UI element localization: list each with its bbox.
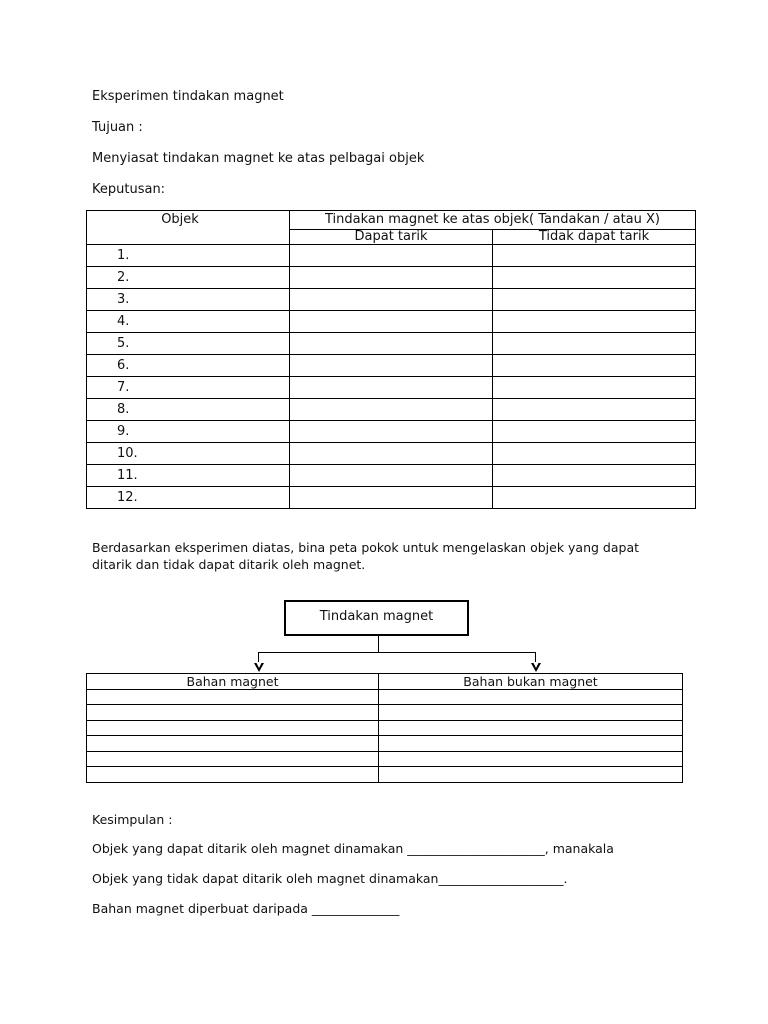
- cell-dapat-tarik[interactable]: [290, 311, 493, 333]
- table-row: [87, 289, 696, 311]
- conclusion-line-3: Bahan magnet diperbuat daripada ______________: [92, 901, 400, 916]
- cell-tidak-dapat-tarik[interactable]: [493, 289, 696, 311]
- cell-bahan-bukan-magnet[interactable]: [379, 736, 683, 752]
- cell-dapat-tarik[interactable]: [290, 399, 493, 421]
- tree-connector-vertical: [378, 636, 379, 652]
- row-number: 9.: [87, 421, 290, 443]
- header-dapat-tarik: Dapat tarik: [290, 230, 493, 245]
- cell-bahan-magnet[interactable]: [87, 767, 379, 783]
- cell-dapat-tarik[interactable]: [290, 377, 493, 399]
- table-row: [87, 443, 696, 465]
- row-number: 10.: [87, 443, 290, 465]
- cell-bahan-bukan-magnet[interactable]: [379, 751, 683, 767]
- cell-dapat-tarik[interactable]: [290, 487, 493, 509]
- tree-map-table: [86, 673, 683, 783]
- cell-tidak-dapat-tarik[interactable]: [493, 443, 696, 465]
- cell-tidak-dapat-tarik[interactable]: [493, 311, 696, 333]
- cell-bahan-magnet[interactable]: [87, 736, 379, 752]
- cell-tidak-dapat-tarik[interactable]: [493, 245, 696, 267]
- tree-map-root: Tindakan magnet: [284, 600, 469, 636]
- table-row: [87, 267, 696, 289]
- cell-bahan-bukan-magnet[interactable]: [379, 767, 683, 783]
- cell-dapat-tarik[interactable]: [290, 465, 493, 487]
- cell-bahan-magnet[interactable]: [87, 751, 379, 767]
- cell-dapat-tarik[interactable]: [290, 333, 493, 355]
- row-number: 1.: [87, 245, 290, 267]
- tree-connector-horizontal: [258, 652, 536, 653]
- row-number: 4.: [87, 311, 290, 333]
- cell-tidak-dapat-tarik[interactable]: [493, 465, 696, 487]
- table-row: [87, 705, 683, 721]
- tujuan-label: Tujuan :: [92, 120, 143, 135]
- cell-tidak-dapat-tarik[interactable]: [493, 377, 696, 399]
- arrow-down-icon: [531, 663, 541, 672]
- cell-dapat-tarik[interactable]: [290, 245, 493, 267]
- cell-tidak-dapat-tarik[interactable]: [493, 487, 696, 509]
- row-number: 12.: [87, 487, 290, 509]
- cell-dapat-tarik[interactable]: [290, 267, 493, 289]
- table-row: [87, 377, 696, 399]
- cell-tidak-dapat-tarik[interactable]: [493, 333, 696, 355]
- cell-bahan-bukan-magnet[interactable]: [379, 689, 683, 705]
- document-title: Eksperimen tindakan magnet: [92, 89, 284, 104]
- table-row: [87, 751, 683, 767]
- table-row: [87, 487, 696, 509]
- cell-bahan-magnet[interactable]: [87, 689, 379, 705]
- row-number: 2.: [87, 267, 290, 289]
- table-row: [87, 421, 696, 443]
- cell-tidak-dapat-tarik[interactable]: [493, 355, 696, 377]
- keputusan-label: Keputusan:: [92, 182, 166, 197]
- tujuan-text: Menyiasat tindakan magnet ke atas pelbagai objek: [92, 151, 425, 166]
- conclusion-line-1: Objek yang dapat ditarik oleh magnet dinamakan ______________________, manakala: [92, 841, 614, 856]
- kesimpulan-label: Kesimpulan :: [92, 812, 173, 827]
- header-tindakan: Tindakan magnet ke atas objek( Tandakan / atau X): [290, 211, 696, 230]
- row-number: 11.: [87, 465, 290, 487]
- row-number: 3.: [87, 289, 290, 311]
- results-table: [86, 210, 696, 509]
- cell-dapat-tarik[interactable]: [290, 443, 493, 465]
- cell-dapat-tarik[interactable]: [290, 289, 493, 311]
- cell-tidak-dapat-tarik[interactable]: [493, 421, 696, 443]
- table-row: [87, 333, 696, 355]
- header-objek: Objek: [87, 211, 290, 245]
- cell-bahan-bukan-magnet[interactable]: [379, 720, 683, 736]
- cell-bahan-bukan-magnet[interactable]: [379, 705, 683, 721]
- tree-header-magnet: Bahan magnet: [87, 674, 379, 690]
- cell-dapat-tarik[interactable]: [290, 421, 493, 443]
- header-tidak-dapat-tarik: Tidak dapat tarik: [493, 230, 696, 245]
- cell-tidak-dapat-tarik[interactable]: [493, 267, 696, 289]
- conclusion-line-2: Objek yang tidak dapat ditarik oleh magnet dinamakan____________________.: [92, 871, 568, 886]
- table-row: [87, 465, 696, 487]
- tree-header-bukan-magnet: Bahan bukan magnet: [379, 674, 683, 690]
- arrow-down-icon: [254, 663, 264, 672]
- table-row: [87, 245, 696, 267]
- table-row: [87, 767, 683, 783]
- table-row: [87, 311, 696, 333]
- table-row: [87, 399, 696, 421]
- cell-bahan-magnet[interactable]: [87, 705, 379, 721]
- cell-tidak-dapat-tarik[interactable]: [493, 399, 696, 421]
- cell-dapat-tarik[interactable]: [290, 355, 493, 377]
- table-row: [87, 355, 696, 377]
- table-row: [87, 689, 683, 705]
- row-number: 6.: [87, 355, 290, 377]
- row-number: 8.: [87, 399, 290, 421]
- row-number: 7.: [87, 377, 290, 399]
- table-row: [87, 720, 683, 736]
- table-row: [87, 736, 683, 752]
- cell-bahan-magnet[interactable]: [87, 720, 379, 736]
- instruction-line-2: ditarik dan tidak dapat ditarik oleh magnet.: [92, 557, 366, 572]
- row-number: 5.: [87, 333, 290, 355]
- instruction-line-1: Berdasarkan eksperimen diatas, bina peta pokok untuk mengelaskan objek yang dapat: [92, 540, 640, 555]
